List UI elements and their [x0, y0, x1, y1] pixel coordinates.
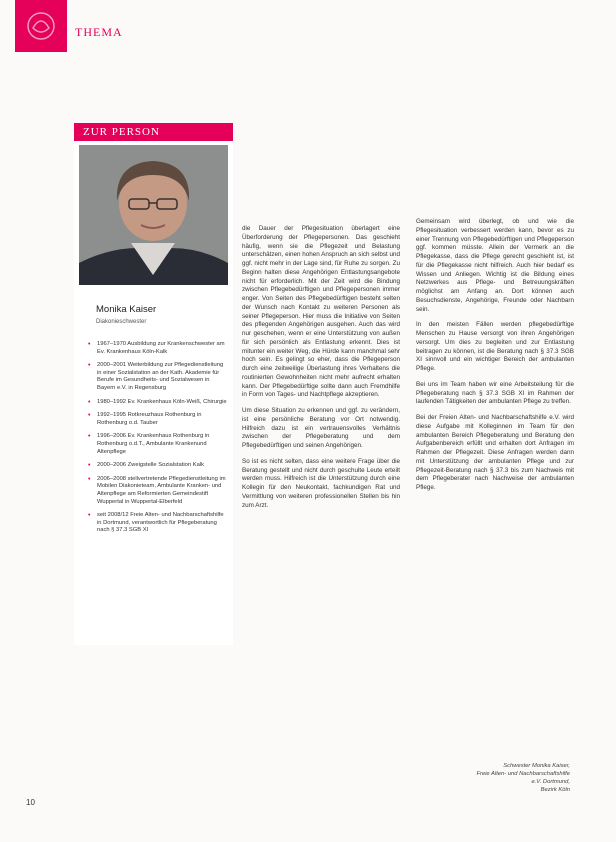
portrait-photo: [79, 145, 228, 285]
bio-item: • 1980–1992 Ev. Krankenhaus Köln-Weiß, Chirurgie: [88, 399, 228, 407]
person-role: Diakonieschwester: [96, 319, 147, 325]
paragraph: So ist es nicht selten, dass eine weitere Frage über die Beratung gestellt und nicht durch geschulte Leute erteilt werden muss. Hilfreich ist die Unterstützung durch eine Kollegin für den Neukontakt, fachkundigen Rat und Vermittlung von weiteren professionellen Stellen bis hin zum Arzt.: [242, 457, 400, 509]
signature-line: e.V. Dortmund,: [531, 779, 570, 785]
paragraph: Bei uns im Team haben wir eine Arbeitsteilung für die Pflegeberatung nach § 37.3 SGB XI im Rahmen der laufenden Tätigkeiten der ambulanten Pflege zu treffen.: [416, 380, 574, 406]
section-label: THEMA: [75, 25, 123, 39]
article-column-2: [416, 218, 574, 500]
profile-box-title: ZUR PERSON: [74, 123, 233, 141]
bio-item: • 1967–1970 Ausbildung zur Krankenschwester am Ev. Krankenhaus Köln-Kalk: [88, 341, 228, 356]
profile-box: [74, 123, 233, 645]
page-number: 10: [26, 798, 35, 807]
paragraph: In den meisten Fällen werden pflegebedürftige Menschen zu Hause versorgt von ihren Angehörigen versorgt. Um dies zu begleiten und zur Entlastung beitragen zu können, ist die Beratung nach § 37.3 SGB XI sinnvoll und ein wichtiger Bereich der ambulanten Pflege.: [416, 321, 574, 372]
bio-item: • 1996–2006 Ev. Krankenhaus Rothenburg in Rothenburg o.d.T., Ambulante Krankenund Altenpflege: [88, 433, 228, 456]
bio-item: • seit 2008/12 Freie Alten- und Nachbarschaftshilfe in Dortmund, verantwortlich für Pflegeberatung nach § 37.3 SGB XI: [88, 512, 228, 535]
paragraph: Bei der Freien Alten- und Nachbarschaftshilfe e.V. wird diese Aufgabe mit Kolleginnen im Team für den ambulanten Bereich Pflegeberatung und Beratung den Aufgabenbereich erfüllt und erhalten dort Anfragen im Rahmen der Pflegezeit. Diese Anfragen werden dann mit Unterstützung der ambulanten Pflege und zur Pflegezeit-Beratung nach § 37.3 bis zum Nachweis mit dem Pflegeberater nach Nachweise der ambulanten Pflege.: [416, 414, 574, 491]
signature-line: Bezirk Köln: [540, 787, 570, 793]
author-signature: [410, 762, 570, 794]
rose-logo-icon: [25, 10, 57, 42]
section-corner-mark: [15, 0, 67, 52]
bio-item: • 1992–1995 Rotkreuzhaus Rothenburg in Rothenburg o.d. Tauber: [88, 412, 228, 427]
signature-line: Freie Alten- und Nachbarschaftshilfe: [476, 771, 570, 777]
bio-list: [88, 341, 228, 541]
article-column-1: [242, 225, 400, 517]
paragraph: Um diese Situation zu erkennen und ggf. zu verändern, ist eine persönliche Beratung vor Ort notwendig. Hilfreich dazu ist ein vertrauensvolles Verhältnis zwischen der Pflegeberatung und dem Pflegebedürftigen und seinen Angehörigen.: [242, 407, 400, 449]
paragraph: Gemeinsam wird überlegt, ob und wie die Pflegesituation verbessert werden kann, bevor es zu einer Trennung von Pflegebedürftigen und Pflegeperson ggf. kommen müsste. Allein der Vermerk an die Pflegekasse, dass die Pflege gerecht geschieht ist, ist für die Pflegekasse nicht hilfreich. Auch hier bedarf es Wissen und Anliegen. Wichtig ist die Bildung eines Netzwerkes aus Pflege- und Betreuungskräften möglichst am Anfang an. Dort können auch Besuchsdienste, Angehörige, Freunde oder Nachbarn sein.: [416, 218, 574, 313]
paragraph: die Dauer der Pflegesituation überlagert eine Überforderung der Pflegepersonen. Das geschieht häufig, wenn sie die Pflegezeit und Belastung unterschätzen, einen hohen Anspruch an sich selbst und ggf. nicht mehr in der Lage sind, für Ruhe zu sorgen. Zu Beginn halten diese Angehörigen Entlastungsangebote nicht für erforderlich. Mit der Zeit wird die Bindung zwischen Pflegebedürftigen und Pflegepersonen immer enger. Von Seiten des Pflegebedürftigen besteht selten der Wunsch nach Kontakt zu weiteren Personen als seiner Pflegeperson. Hier muss die Initiative von Seiten des pflegenden Angehörigen ausgehen. Auch das wird nur geschehen, wenn er eine Unterstützung von außen für sich persönlich als Entlastung erkennt. Dies ist mitunter ein weiter Weg, die Hürde kann manchmal sehr hoch sein. Es gelingt so eher, dass die Pflegeperson durch eine zeitweilige Überlastung ihres Verhaltens die routinierten Gewohnheiten nicht mehr aufrecht erhalten kann. Der Pflegebedürftige sollte dann auch Fremdhilfe in Form von Tages- und Nachtpflege akzeptieren.: [242, 225, 400, 399]
bio-item: • 2006–2008 stellvertretende Pflegedienstleitung im Mobilen Diakonieteam, Ambulante Kranken- und Altenpflege am Reformierten Gemeindestift Wuppertal in Wuppertal-Elberfeld: [88, 476, 228, 506]
bio-item: • 2000–2006 Zweigstelle Sozialstation Kalk: [88, 462, 228, 470]
bio-item: • 2000–2001 Weiterbildung zur Pflegedienstleitung in einer Sozialstation an der Kath. Akademie für Berufe im Gesundheits- und Sozialwesen in Bayern e.V. in Regensburg: [88, 362, 228, 392]
person-name: Monika Kaiser: [96, 304, 157, 315]
signature-line: Schwester Monika Kaiser,: [503, 763, 570, 769]
